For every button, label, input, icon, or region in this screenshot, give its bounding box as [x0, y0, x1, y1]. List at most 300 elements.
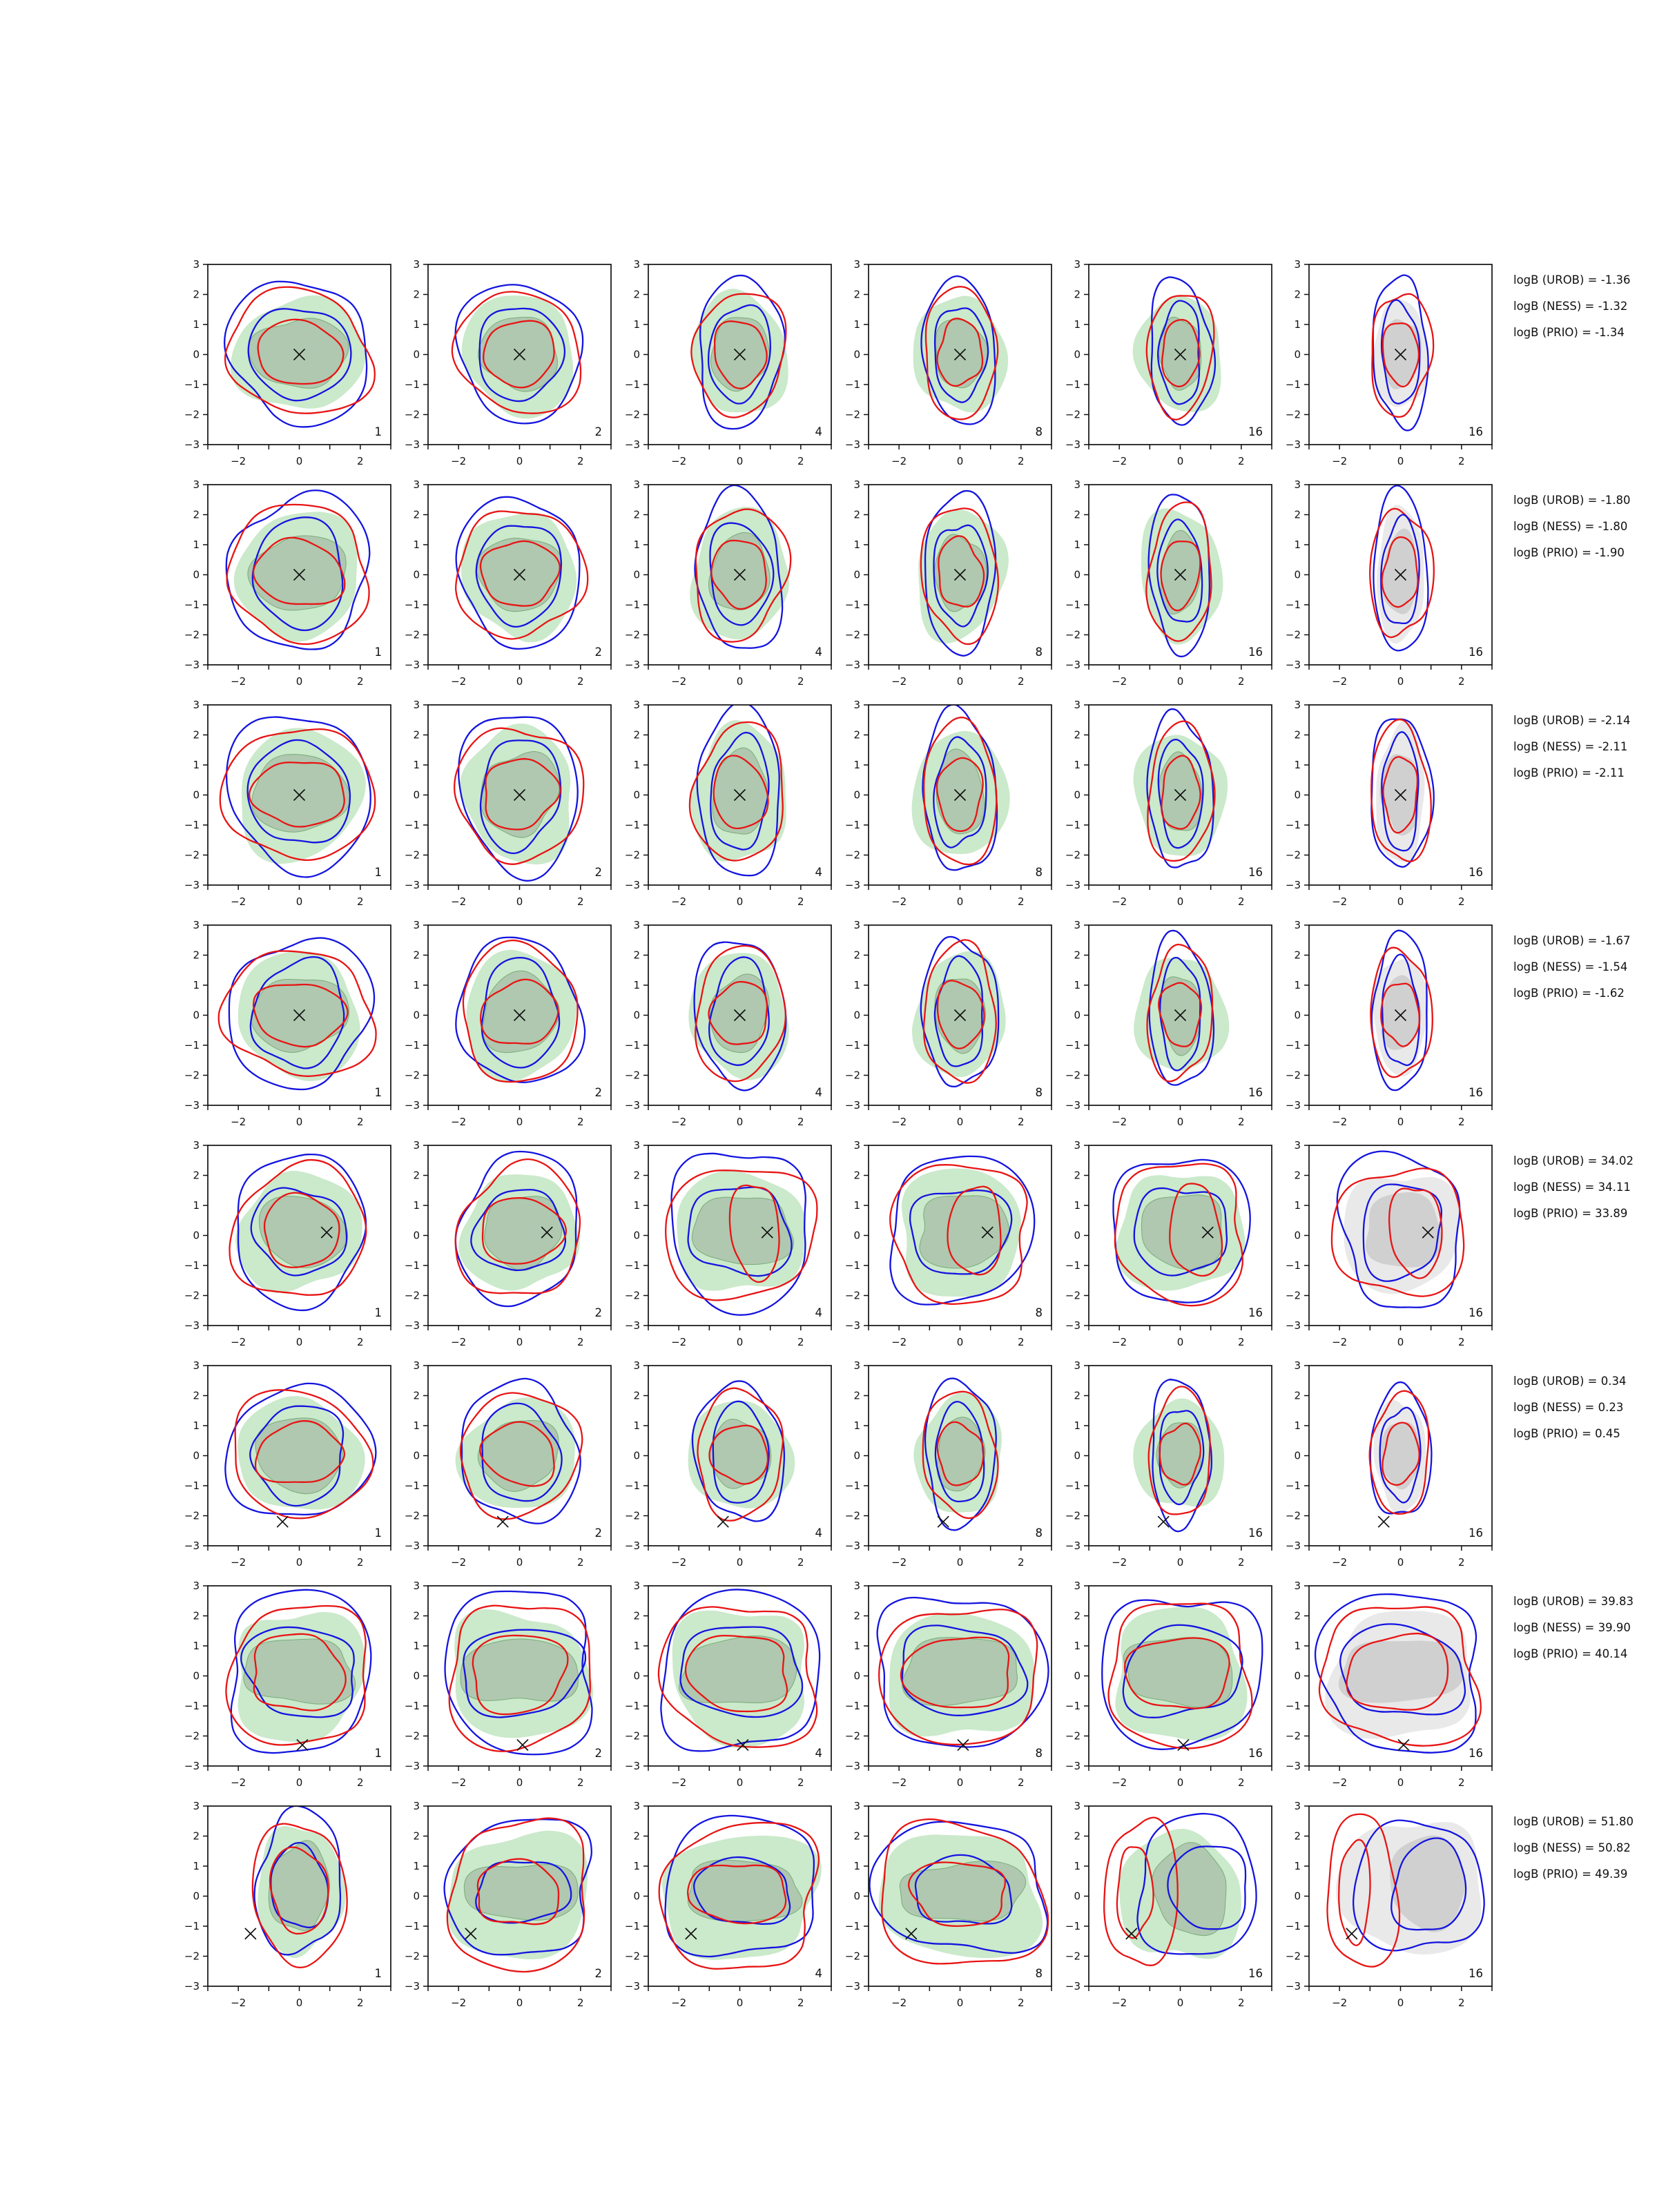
y-tick-label: 3 — [633, 1580, 640, 1592]
x-tick-label: 0 — [1397, 1997, 1404, 2009]
x-tick-label: −2 — [1112, 1336, 1127, 1348]
x-tick-label: 0 — [956, 1776, 964, 1789]
subplot-r3c4 — [845, 699, 1052, 908]
y-tick-label: 0 — [853, 568, 860, 581]
y-tick-label: −3 — [624, 1319, 640, 1332]
y-tick-label: 1 — [193, 539, 200, 551]
subplot-r4c3 — [625, 919, 831, 1128]
y-tick-label: −2 — [404, 1069, 420, 1082]
subplot-r8c4 — [845, 1800, 1052, 2009]
y-tick-label: −3 — [1065, 1980, 1081, 1992]
y-tick-label: 0 — [633, 1229, 640, 1242]
y-tick-label: −1 — [624, 1259, 640, 1272]
y-tick-label: −3 — [844, 1980, 860, 1992]
x-tick-label: −2 — [1332, 455, 1348, 467]
x-tick-label: −2 — [1112, 1997, 1127, 2009]
panel-count-label: 4 — [815, 425, 822, 438]
y-tick-label: 1 — [193, 979, 200, 991]
subplot-r4c5 — [1065, 919, 1272, 1128]
y-tick-label: 1 — [853, 1860, 860, 1872]
subplot-r1c1 — [184, 258, 391, 467]
panel-count-label: 1 — [374, 1747, 382, 1760]
y-tick-label: 0 — [1074, 348, 1081, 361]
logb-prio-label: logB (PRIO) = 40.14 — [1513, 1647, 1628, 1660]
y-tick-label: −3 — [624, 1760, 640, 1772]
y-tick-label: 2 — [1294, 1169, 1301, 1182]
subplot-r6c6 — [1286, 1359, 1492, 1569]
y-tick-label: 3 — [1074, 1139, 1081, 1152]
x-tick-label: 0 — [736, 1997, 744, 2009]
panel-count-label: 16 — [1469, 646, 1483, 659]
y-tick-label: 1 — [853, 1199, 860, 1212]
y-tick-label: −3 — [184, 1760, 200, 1772]
y-tick-label: 0 — [1294, 1009, 1301, 1022]
y-tick-label: 1 — [1294, 759, 1301, 771]
y-tick-label: −3 — [1065, 1319, 1081, 1332]
subplot-r2c1 — [184, 478, 391, 688]
y-tick-label: 1 — [1074, 1640, 1081, 1652]
y-tick-label: −2 — [184, 848, 200, 862]
y-tick-label: 1 — [853, 318, 860, 331]
panel-count-label: 8 — [1035, 1747, 1043, 1760]
y-tick-label: −2 — [1065, 628, 1081, 641]
y-tick-label: 2 — [853, 1609, 860, 1622]
y-tick-label: 3 — [633, 478, 640, 491]
x-tick-label: −2 — [671, 1116, 687, 1128]
subplot-r3c3 — [625, 699, 831, 908]
y-tick-label: −3 — [1285, 1319, 1301, 1332]
y-tick-label: −3 — [624, 1980, 640, 1992]
y-tick-label: −2 — [404, 1289, 420, 1302]
y-tick-label: 0 — [1294, 1449, 1301, 1462]
subplot-r4c6 — [1286, 919, 1492, 1128]
y-tick-label: 1 — [193, 1860, 200, 1872]
y-tick-label: −3 — [844, 1319, 860, 1332]
panel-count-label: 1 — [374, 866, 382, 879]
y-tick-label: 0 — [633, 1449, 640, 1462]
x-tick-label: 2 — [1238, 1116, 1245, 1128]
y-tick-label: 3 — [1074, 478, 1081, 491]
y-tick-label: −1 — [624, 819, 640, 831]
y-tick-label: −2 — [624, 408, 640, 421]
y-tick-label: −3 — [404, 1540, 420, 1552]
subplot-r8c5 — [1065, 1800, 1272, 2009]
y-tick-label: 3 — [853, 1139, 860, 1152]
y-tick-label: −2 — [1065, 1069, 1081, 1082]
y-tick-label: −1 — [1285, 599, 1301, 611]
x-tick-label: −2 — [671, 1997, 687, 2009]
y-tick-label: −1 — [624, 378, 640, 391]
logb-urob-label: logB (UROB) = -1.36 — [1513, 273, 1631, 287]
y-tick-label: 3 — [853, 699, 860, 711]
y-tick-label: 3 — [193, 258, 200, 271]
panel-count-label: 1 — [374, 425, 382, 438]
y-tick-label: 1 — [193, 1640, 200, 1652]
y-tick-label: 0 — [193, 1449, 200, 1462]
y-tick-label: 1 — [633, 1199, 640, 1212]
logb-urob-label: logB (UROB) = -2.14 — [1513, 714, 1631, 727]
y-tick-label: 1 — [413, 759, 420, 771]
y-tick-label: 2 — [853, 508, 860, 521]
x-tick-label: 2 — [1238, 1556, 1245, 1569]
y-tick-label: 0 — [633, 348, 640, 361]
x-tick-label: 0 — [1176, 1336, 1184, 1348]
y-tick-label: 1 — [413, 1419, 420, 1432]
x-tick-label: 2 — [357, 675, 364, 688]
logb-ness-label: logB (NESS) = 0.23 — [1513, 1401, 1624, 1414]
y-tick-label: 3 — [413, 1139, 420, 1152]
x-tick-label: −2 — [671, 1776, 687, 1789]
y-tick-label: 0 — [1074, 1009, 1081, 1022]
y-tick-label: 2 — [413, 1389, 420, 1402]
y-tick-label: −1 — [184, 819, 200, 831]
x-tick-label: −2 — [891, 1556, 907, 1569]
y-tick-label: 2 — [1074, 1830, 1081, 1843]
subplot-r2c4 — [845, 478, 1052, 688]
x-tick-label: 2 — [1238, 895, 1245, 908]
y-tick-label: 0 — [1074, 788, 1081, 802]
panel-count-label: 4 — [815, 646, 822, 659]
y-tick-label: −2 — [1285, 848, 1301, 862]
panel-count-label: 2 — [594, 1967, 602, 1980]
y-tick-label: 3 — [193, 919, 200, 931]
subplot-r1c5 — [1065, 258, 1272, 467]
y-tick-label: −2 — [624, 1729, 640, 1743]
y-tick-label: −3 — [184, 1319, 200, 1332]
panel-count-label: 16 — [1469, 866, 1483, 879]
panel-count-label: 8 — [1035, 425, 1043, 438]
subplot-r5c4 — [845, 1139, 1052, 1348]
subplot-r1c4 — [845, 258, 1052, 467]
x-tick-label: 2 — [1238, 455, 1245, 467]
x-tick-label: 0 — [736, 1556, 744, 1569]
logb-ness-label: logB (NESS) = -1.32 — [1513, 300, 1628, 313]
y-tick-label: 3 — [1294, 1580, 1301, 1592]
logb-ness-label: logB (NESS) = -1.80 — [1513, 520, 1628, 533]
y-tick-label: 2 — [853, 728, 860, 741]
y-tick-label: 2 — [413, 949, 420, 962]
y-tick-label: 1 — [1074, 979, 1081, 991]
x-tick-label: 2 — [1458, 675, 1465, 688]
y-tick-label: 1 — [413, 539, 420, 551]
y-tick-label: 3 — [633, 1139, 640, 1152]
x-tick-label: −2 — [1332, 1336, 1348, 1348]
panel-count-label: 1 — [374, 1967, 382, 1980]
y-tick-label: 3 — [413, 478, 420, 491]
x-tick-label: 2 — [1458, 1336, 1465, 1348]
y-tick-label: −2 — [844, 848, 860, 862]
x-tick-label: 2 — [1018, 1776, 1025, 1789]
logb-urob-label: logB (UROB) = 0.34 — [1513, 1375, 1627, 1388]
x-tick-label: 2 — [1018, 1116, 1025, 1128]
panel-count-label: 2 — [594, 425, 602, 438]
logb-urob-label: logB (UROB) = 39.83 — [1513, 1595, 1634, 1608]
x-tick-label: 0 — [1176, 1116, 1184, 1128]
logb-prio-label: logB (PRIO) = -1.90 — [1513, 546, 1625, 559]
y-tick-label: −1 — [1285, 819, 1301, 831]
y-tick-label: 1 — [633, 539, 640, 551]
y-tick-label: 2 — [413, 1169, 420, 1182]
x-tick-label: 0 — [1176, 895, 1184, 908]
y-tick-label: −2 — [404, 1509, 420, 1522]
y-tick-label: −2 — [1285, 408, 1301, 421]
y-tick-label: 1 — [413, 979, 420, 991]
x-tick-label: −2 — [231, 675, 246, 688]
y-tick-label: −2 — [844, 408, 860, 421]
y-tick-label: −3 — [624, 879, 640, 891]
y-tick-label: 3 — [413, 699, 420, 711]
y-tick-label: 2 — [853, 1830, 860, 1843]
x-tick-label: −2 — [1112, 455, 1127, 467]
y-tick-label: −1 — [1285, 1039, 1301, 1051]
x-tick-label: −2 — [891, 1336, 907, 1348]
y-tick-label: 2 — [633, 288, 640, 301]
panel-count-label: 16 — [1248, 646, 1263, 659]
y-tick-label: 2 — [413, 1830, 420, 1843]
y-tick-label: −1 — [624, 1700, 640, 1712]
y-tick-label: 2 — [1294, 1389, 1301, 1402]
x-tick-label: −2 — [671, 455, 687, 467]
y-tick-label: 2 — [853, 1389, 860, 1402]
y-tick-label: −2 — [404, 408, 420, 421]
y-tick-label: 1 — [413, 318, 420, 331]
y-tick-label: −2 — [844, 1950, 860, 1963]
y-tick-label: −2 — [1065, 408, 1081, 421]
y-tick-label: −1 — [1065, 1920, 1081, 1932]
x-tick-label: −2 — [451, 1776, 467, 1789]
y-tick-label: 0 — [193, 1669, 200, 1682]
y-tick-label: 0 — [193, 1890, 200, 1903]
y-tick-label: −1 — [1065, 1479, 1081, 1492]
y-tick-label: −2 — [404, 1950, 420, 1963]
y-tick-label: −3 — [624, 438, 640, 451]
x-tick-label: −2 — [1112, 1116, 1127, 1128]
y-tick-label: 3 — [1294, 919, 1301, 931]
panel-count-label: 16 — [1469, 1747, 1483, 1760]
y-tick-label: −2 — [624, 1289, 640, 1302]
y-tick-label: 3 — [413, 1800, 420, 1812]
x-tick-label: 2 — [1238, 1997, 1245, 2009]
y-tick-label: 1 — [633, 1419, 640, 1432]
y-tick-label: 2 — [413, 1609, 420, 1622]
y-tick-label: −3 — [1285, 438, 1301, 451]
y-tick-label: −3 — [624, 1540, 640, 1552]
y-tick-label: 3 — [193, 478, 200, 491]
logb-ness-label: logB (NESS) = -1.54 — [1513, 960, 1628, 973]
logb-ness-label: logB (NESS) = 34.11 — [1513, 1181, 1631, 1194]
y-tick-label: 0 — [413, 1449, 420, 1462]
y-tick-label: −1 — [184, 1039, 200, 1051]
x-tick-label: −2 — [1332, 1116, 1348, 1128]
y-tick-label: −1 — [844, 1700, 860, 1712]
y-tick-label: 2 — [413, 728, 420, 741]
x-tick-label: −2 — [451, 455, 467, 467]
y-tick-label: −2 — [1285, 1950, 1301, 1963]
y-tick-label: −1 — [624, 1479, 640, 1492]
y-tick-label: −2 — [1285, 1069, 1301, 1082]
subplot-r6c5 — [1065, 1359, 1272, 1569]
y-tick-label: 1 — [1294, 1199, 1301, 1212]
x-tick-label: 0 — [956, 455, 964, 467]
x-tick-label: 0 — [295, 1556, 303, 1569]
panel-count-label: 8 — [1035, 866, 1043, 879]
y-tick-label: 1 — [633, 318, 640, 331]
x-tick-label: 2 — [797, 675, 804, 688]
subplot-r5c6 — [1286, 1139, 1492, 1348]
y-tick-label: 1 — [1294, 1419, 1301, 1432]
y-tick-label: −1 — [624, 1039, 640, 1051]
y-tick-label: −1 — [404, 1920, 420, 1932]
x-tick-label: 2 — [797, 1336, 804, 1348]
y-tick-label: −2 — [184, 1729, 200, 1743]
y-tick-label: −2 — [844, 1289, 860, 1302]
y-tick-label: 0 — [853, 1229, 860, 1242]
x-tick-label: 0 — [956, 1556, 964, 1569]
subplot-r3c6 — [1286, 699, 1492, 908]
y-tick-label: 0 — [193, 1009, 200, 1022]
subplot-r8c1 — [184, 1800, 391, 2009]
x-tick-label: 0 — [295, 1116, 303, 1128]
x-tick-label: 0 — [1397, 895, 1404, 908]
y-tick-label: 0 — [853, 788, 860, 802]
y-tick-label: −3 — [1285, 1540, 1301, 1552]
x-tick-label: 0 — [295, 675, 303, 688]
x-tick-label: −2 — [891, 895, 907, 908]
x-tick-label: 0 — [1397, 1776, 1404, 1789]
x-tick-label: −2 — [231, 895, 246, 908]
y-tick-label: −3 — [184, 1099, 200, 1112]
y-tick-label: 3 — [413, 919, 420, 931]
y-tick-label: 3 — [633, 1359, 640, 1372]
y-tick-label: −1 — [844, 378, 860, 391]
y-tick-label: 3 — [853, 478, 860, 491]
x-tick-label: −2 — [451, 895, 467, 908]
x-tick-label: 0 — [736, 1776, 744, 1789]
x-tick-label: −2 — [451, 1556, 467, 1569]
subplot-r1c3 — [625, 258, 831, 467]
panel-count-label: 4 — [815, 1526, 822, 1540]
y-tick-label: 3 — [853, 919, 860, 931]
x-tick-label: −2 — [451, 1997, 467, 2009]
subplot-r5c2 — [405, 1139, 611, 1348]
y-tick-label: 1 — [1074, 759, 1081, 771]
y-tick-label: −2 — [404, 848, 420, 862]
panel-count-label: 4 — [815, 1747, 822, 1760]
x-tick-label: −2 — [671, 895, 687, 908]
y-tick-label: 0 — [193, 348, 200, 361]
y-tick-label: −2 — [844, 1069, 860, 1082]
x-tick-label: −2 — [231, 1997, 246, 2009]
y-tick-label: −3 — [404, 879, 420, 891]
y-tick-label: 3 — [853, 1580, 860, 1592]
y-tick-label: 2 — [193, 728, 200, 741]
y-tick-label: 2 — [1074, 1609, 1081, 1622]
y-tick-label: −3 — [404, 1980, 420, 1992]
x-tick-label: 2 — [1018, 1336, 1025, 1348]
logb-urob-label: logB (UROB) = 51.80 — [1513, 1815, 1634, 1828]
y-tick-label: 0 — [633, 1009, 640, 1022]
panel-count-label: 2 — [594, 1747, 602, 1760]
y-tick-label: −1 — [1285, 1479, 1301, 1492]
panel-count-label: 4 — [815, 1967, 822, 1980]
y-tick-label: −1 — [844, 1479, 860, 1492]
x-tick-label: 2 — [577, 1556, 584, 1569]
y-tick-label: 1 — [193, 1419, 200, 1432]
y-tick-label: −1 — [184, 599, 200, 611]
y-tick-label: 2 — [853, 288, 860, 301]
y-tick-label: 0 — [853, 348, 860, 361]
y-tick-label: 2 — [413, 508, 420, 521]
y-tick-label: 0 — [853, 1009, 860, 1022]
x-tick-label: 2 — [357, 1116, 364, 1128]
subplot-r2c3 — [625, 478, 831, 688]
y-tick-label: 0 — [413, 1229, 420, 1242]
panel-count-label: 2 — [594, 646, 602, 659]
y-tick-label: −1 — [404, 1039, 420, 1051]
panel-count-label: 16 — [1248, 1967, 1263, 1980]
subplot-r7c3 — [625, 1580, 831, 1789]
y-tick-label: 0 — [193, 568, 200, 581]
y-tick-label: −1 — [844, 1039, 860, 1051]
y-tick-label: −3 — [1065, 1760, 1081, 1772]
y-tick-label: −1 — [184, 378, 200, 391]
y-tick-label: 1 — [853, 979, 860, 991]
y-tick-label: 1 — [1294, 1860, 1301, 1872]
y-tick-label: −1 — [844, 1920, 860, 1932]
subplot-r6c3 — [625, 1359, 831, 1569]
panel-count-label: 1 — [374, 1526, 382, 1540]
y-tick-label: 2 — [853, 949, 860, 962]
y-tick-label: −3 — [404, 1099, 420, 1112]
x-tick-label: 0 — [295, 1336, 303, 1348]
y-tick-label: −3 — [1285, 1760, 1301, 1772]
y-tick-label: 0 — [1074, 1229, 1081, 1242]
y-tick-label: 0 — [1294, 1229, 1301, 1242]
panel-count-label: 1 — [374, 1086, 382, 1099]
logb-prio-label: logB (PRIO) = 49.39 — [1513, 1867, 1628, 1881]
y-tick-label: 3 — [193, 1139, 200, 1152]
y-tick-label: −3 — [404, 438, 420, 451]
y-tick-label: 2 — [633, 1169, 640, 1182]
x-tick-label: 2 — [1238, 1336, 1245, 1348]
panel-count-label: 16 — [1469, 1967, 1483, 1980]
y-tick-label: 3 — [1294, 699, 1301, 711]
x-tick-label: 2 — [357, 1776, 364, 1789]
panel-count-label: 4 — [815, 1086, 822, 1099]
x-tick-label: −2 — [231, 1556, 246, 1569]
y-tick-label: −3 — [1065, 438, 1081, 451]
x-tick-label: 0 — [516, 1776, 523, 1789]
y-tick-label: −1 — [844, 819, 860, 831]
x-tick-label: 0 — [1397, 1116, 1404, 1128]
y-tick-label: 0 — [633, 788, 640, 802]
logb-prio-label: logB (PRIO) = -1.34 — [1513, 326, 1625, 339]
y-tick-label: −2 — [1285, 1509, 1301, 1522]
y-tick-label: 3 — [193, 1580, 200, 1592]
y-tick-label: −1 — [1285, 1920, 1301, 1932]
y-tick-label: −3 — [184, 659, 200, 671]
y-tick-label: 2 — [1294, 949, 1301, 962]
y-tick-label: −3 — [1065, 879, 1081, 891]
y-tick-label: 2 — [633, 949, 640, 962]
x-tick-label: 0 — [516, 1997, 523, 2009]
panel-count-label: 8 — [1035, 1967, 1043, 1980]
panel-count-label: 8 — [1035, 1086, 1043, 1099]
y-tick-label: 2 — [1074, 288, 1081, 301]
panel-count-label: 16 — [1248, 1086, 1263, 1099]
x-tick-label: −2 — [671, 1336, 687, 1348]
x-tick-label: 2 — [797, 1776, 804, 1789]
